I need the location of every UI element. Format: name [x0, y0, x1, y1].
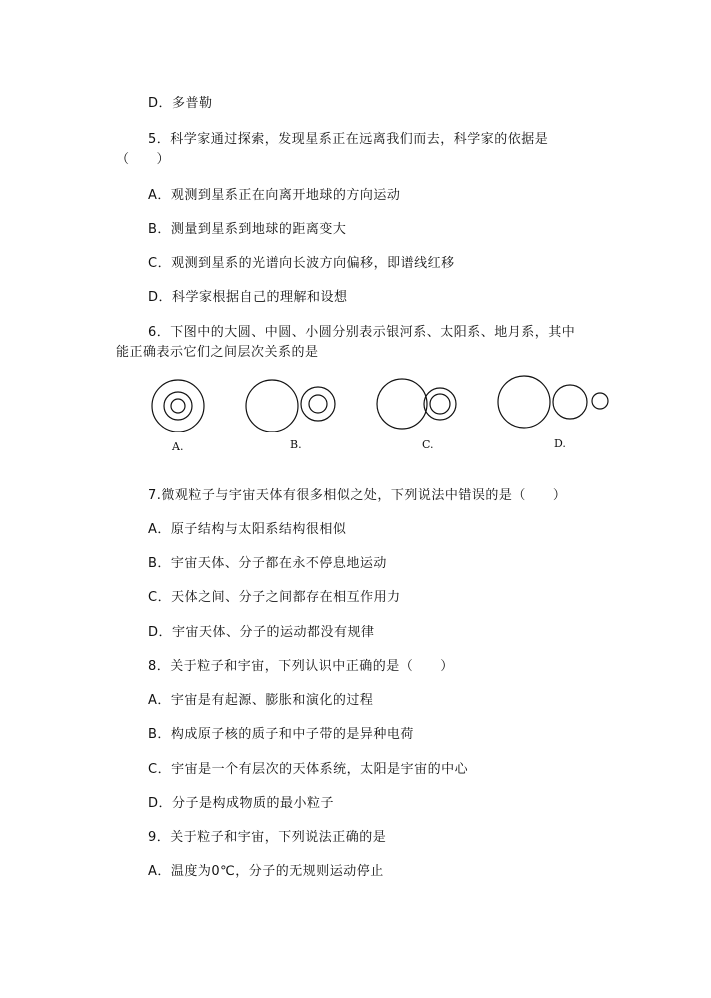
fig-b-large-circle [246, 380, 298, 432]
option-q7-c: C．天体之间、分子之间都存在相互作用力 [148, 590, 401, 605]
option-q8-b: B．构成原子核的质子和中子带的是异种电荷 [148, 727, 414, 742]
fig-d-large-circle [498, 376, 550, 428]
fig-b-small-circle [309, 395, 327, 413]
option-q7-d: D．宇宙天体、分子的运动都没有规律 [148, 625, 375, 640]
question-8-stem: 8．关于粒子和宇宙，下列认识中正确的是（ ） [148, 659, 454, 674]
option-q5-d: D．科学家根据自己的理解和设想 [148, 290, 348, 305]
figure-label-c: C. [422, 438, 434, 451]
option-q7-b: B．宇宙天体、分子都在永不停息地运动 [148, 556, 387, 571]
figure-label-b: B. [290, 438, 302, 451]
question-9-stem: 9．关于粒子和宇宙，下列说法正确的是 [148, 830, 387, 845]
fig-a-large-circle [152, 380, 204, 432]
question-5-blank: （ ） [116, 152, 171, 167]
circles-figure [140, 372, 620, 432]
question-6-stem: 6．下图中的大圆、中圆、小圆分别表示银河系、太阳系、地月系，其中 [148, 325, 576, 340]
figure-label-d: D. [554, 437, 566, 450]
fig-d-medium-circle [553, 385, 587, 419]
option-q5-c: C．观测到星系的光谱向长波方向偏移，即谱线红移 [148, 256, 455, 271]
fig-c-large-circle [377, 379, 427, 429]
fig-b-medium-circle [301, 387, 335, 421]
fig-a-small-circle [171, 399, 185, 413]
option-q8-d: D．分子是构成物质的最小粒子 [148, 796, 335, 811]
figure-label-a: A. [172, 440, 184, 453]
fig-c-small-circle [430, 394, 450, 414]
option-q9-a: A．温度为0℃，分子的无规则运动停止 [148, 864, 384, 879]
option-q4-d: D．多普勒 [148, 96, 213, 111]
option-q8-c: C．宇宙是一个有层次的天体系统，太阳是宇宙的中心 [148, 762, 469, 777]
fig-d-small-circle [592, 393, 608, 409]
option-q8-a: A．宇宙是有起源、膨胀和演化的过程 [148, 693, 374, 708]
fig-a-medium-circle [164, 392, 192, 420]
question-5-stem: 5．科学家通过探索，发现星系正在远离我们而去，科学家的依据是 [148, 132, 549, 147]
question-6-stem-cont: 能正确表示它们之间层次关系的是 [116, 345, 319, 360]
option-q7-a: A．原子结构与太阳系结构很相似 [148, 522, 347, 537]
option-q5-b: B．测量到星系到地球的距离变大 [148, 222, 347, 237]
option-q5-a: A．观测到星系正在向离开地球的方向运动 [148, 188, 401, 203]
question-7-stem: 7.微观粒子与宇宙天体有很多相似之处，下列说法中错误的是（ ） [148, 488, 567, 503]
fig-c-medium-circle [424, 388, 456, 420]
